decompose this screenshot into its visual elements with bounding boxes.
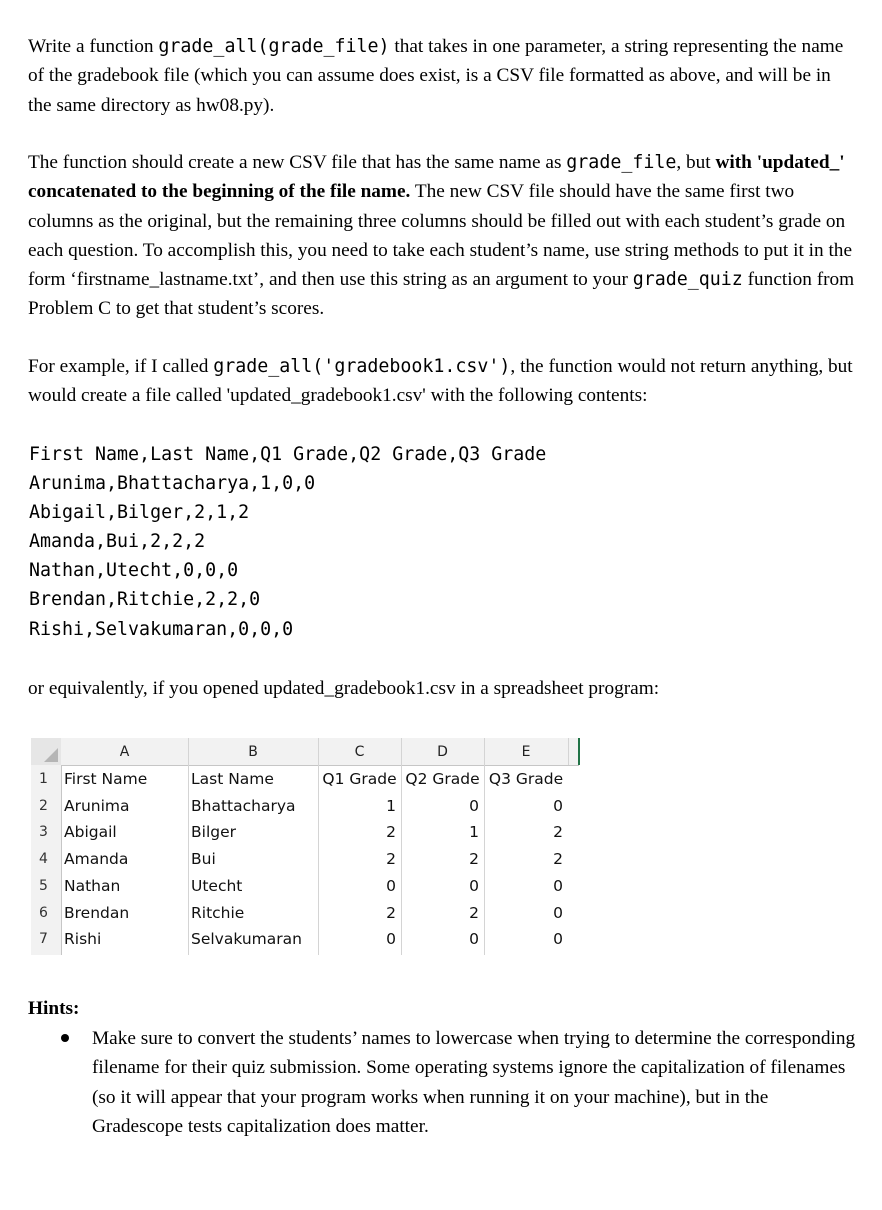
csv-line: First Name,Last Name,Q1 Grade,Q2 Grade,Q3 Grade: [29, 444, 547, 465]
table-cell[interactable]: Rishi: [64, 930, 102, 949]
spreadsheet-intro: or equivalently, if you opened updated_gradebook1.csv in a spreadsheet program:: [28, 678, 660, 699]
selection-edge: [578, 738, 580, 765]
table-cell[interactable]: 0: [553, 796, 563, 815]
spreadsheet-table: [31, 738, 581, 955]
table-cell[interactable]: Arunima: [64, 796, 130, 815]
example-text-2: , the function would not return anything, but would create a file called 'updated_gradebook1.csv' with the following contents:: [28, 356, 853, 407]
header-cell[interactable]: Q1 Grade: [322, 770, 397, 788]
table-cell[interactable]: Utecht: [191, 876, 243, 895]
row-header-1[interactable]: 1: [39, 771, 48, 787]
desc-text-2: , but: [676, 152, 716, 173]
column-header-c[interactable]: C: [318, 738, 402, 765]
desc-text-1: The function should create a new CSV file that has the same name as: [28, 152, 567, 173]
header-cell[interactable]: Last Name: [191, 770, 274, 788]
table-cell[interactable]: 0: [553, 930, 563, 949]
param-name-code: grade_file: [566, 152, 677, 173]
grade-quiz-code: grade_quiz: [632, 269, 743, 291]
row-header-6[interactable]: 6: [39, 904, 48, 921]
hints-list: [28, 1024, 858, 1141]
csv-line: Arunima,Bhattacharya,1,0,0: [29, 473, 316, 495]
csv-line: Rishi,Selvakumaran,0,0,0: [29, 618, 294, 640]
row-header-4[interactable]: 4: [39, 851, 48, 868]
table-cell[interactable]: 0: [386, 876, 396, 895]
column-header-a[interactable]: A: [61, 738, 189, 765]
table-cell[interactable]: Amanda: [64, 850, 129, 869]
example-text-1: For example, if I called: [28, 356, 214, 377]
description-paragraph: [28, 148, 858, 324]
table-cell[interactable]: Bilger: [191, 823, 236, 842]
bullet-icon: [61, 1034, 69, 1042]
table-cell[interactable]: 1: [469, 823, 479, 842]
column-header-b[interactable]: B: [188, 738, 319, 765]
table-cell[interactable]: Abigail: [64, 823, 117, 842]
column-header-e[interactable]: E: [484, 738, 569, 765]
header-cell[interactable]: Q2 Grade: [405, 770, 480, 788]
row-header-5[interactable]: 5: [39, 877, 48, 894]
intro-text-1: Write a function: [28, 36, 159, 57]
csv-line: Brendan,Ritchie,2,2,0: [29, 589, 261, 611]
table-cell[interactable]: 0: [469, 876, 479, 895]
table-cell[interactable]: Bhattacharya: [191, 796, 296, 815]
table-cell[interactable]: Selvakumaran: [191, 930, 302, 949]
row-header-7[interactable]: 7: [39, 931, 48, 948]
csv-output-block: [29, 440, 546, 644]
table-cell[interactable]: 0: [469, 796, 479, 815]
table-cell[interactable]: 0: [553, 876, 563, 895]
intro-text-2: that takes in one parameter, a string representing the name of the gradebook file (which you can assume does exist, is a CSV file formatted as above, and will be in the same directory as hw08.py).: [28, 36, 844, 116]
table-cell[interactable]: 2: [553, 823, 563, 842]
table-cell[interactable]: 0: [386, 930, 396, 949]
table-cell[interactable]: 2: [386, 823, 396, 842]
table-cell[interactable]: 0: [469, 930, 479, 949]
csv-line: Abigail,Bilger,2,1,2: [29, 502, 250, 524]
table-cell[interactable]: Ritchie: [191, 903, 245, 922]
table-cell[interactable]: 2: [553, 850, 563, 869]
table-cell[interactable]: Nathan: [64, 876, 121, 895]
table-cell[interactable]: 1: [386, 796, 396, 815]
column-header-d[interactable]: D: [401, 738, 485, 765]
table-cell[interactable]: 2: [469, 903, 479, 922]
desc-bold-text: with 'updated_' concatenated to the beginning of the file name.: [28, 152, 845, 203]
example-call-code: grade_all('gradebook1.csv'): [213, 356, 511, 377]
table-cell[interactable]: 2: [469, 850, 479, 869]
csv-line: Amanda,Bui,2,2,2: [29, 531, 206, 553]
header-cell[interactable]: Q3 Grade: [488, 770, 564, 788]
function-signature: grade_all(grade_file): [158, 36, 390, 57]
table-cell[interactable]: 2: [386, 903, 396, 922]
select-all-corner[interactable]: [31, 738, 61, 765]
hint-item: [28, 1024, 858, 1141]
csv-line: Nathan,Utecht,0,0,0: [29, 560, 239, 582]
row-header-3[interactable]: 3: [39, 824, 48, 841]
intro-paragraph: [28, 32, 858, 120]
table-cell[interactable]: 2: [386, 850, 396, 869]
example-paragraph: [28, 352, 858, 411]
header-cell[interactable]: First Name: [64, 770, 148, 788]
table-cell[interactable]: Brendan: [64, 903, 130, 922]
table-cell[interactable]: Bui: [191, 850, 216, 869]
table-cell[interactable]: 0: [553, 903, 563, 922]
desc-text-4: function from Problem C to get that student’s scores.: [28, 269, 855, 320]
hint-text: Make sure to convert the students’ names to lowercase when trying to determine the corresponding filename for their quiz submission. Some operating systems ignore the capitalization of filenames (so it will appear that your program works when running it on your machine), but in the Gradescope tests capitalization does matter.: [92, 1028, 856, 1137]
row-header-2[interactable]: 2: [39, 797, 48, 814]
hints-title: Hints:: [28, 998, 80, 1019]
desc-text-3: The new CSV file should have the same first two columns as the original, but the remaining three columns should be filled out with each student’s grade on each question. To accomplish this, you need to take each student’s name, use string methods to put it in the form ‘firstname_lastname.txt’, and then use this string as an argument to your: [28, 181, 853, 291]
